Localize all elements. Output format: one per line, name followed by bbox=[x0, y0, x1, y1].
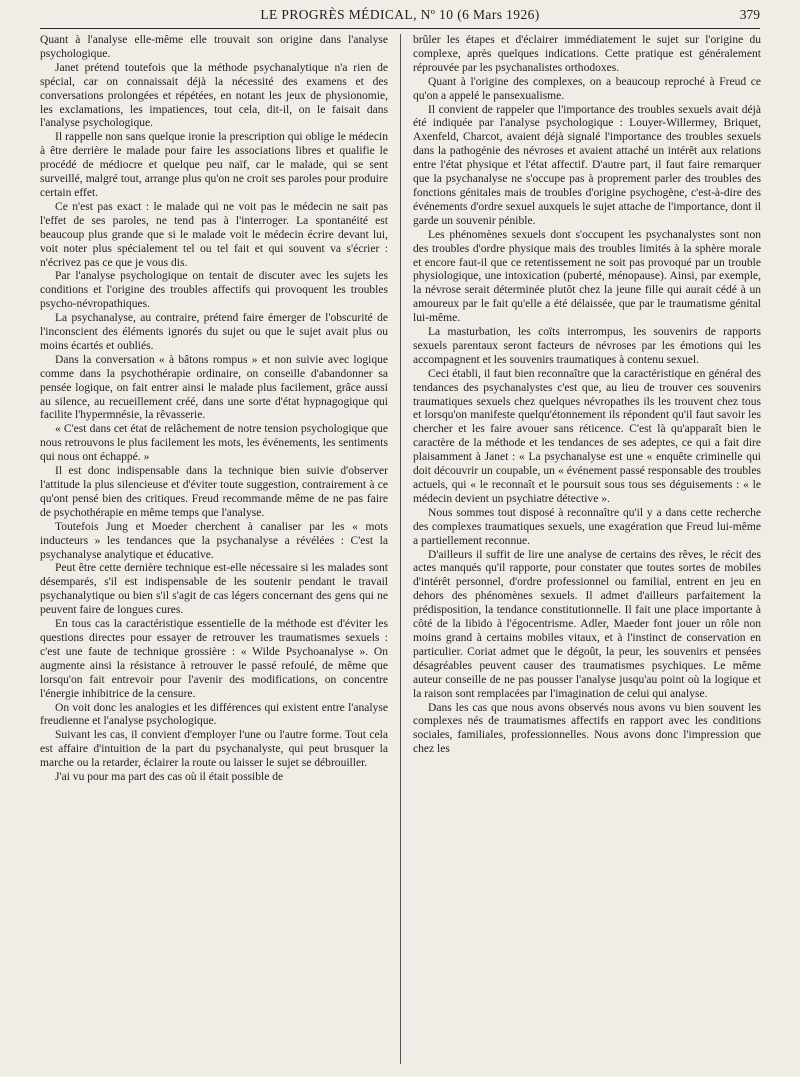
paragraph: Quant à l'origine des complexes, on a beaucoup reproché à Freud ce qu'on a appelé le pansexualisme. bbox=[413, 75, 761, 102]
column-divider bbox=[400, 34, 401, 1064]
paragraph: Par l'analyse psychologique on tentait de discuter avec les sujets les conditions et l'origine des troubles affectifs qui provoquent les troubles psycho-névropathiques. bbox=[40, 270, 388, 311]
running-header bbox=[40, 6, 760, 29]
paragraph: Il est donc indispensable dans la technique bien suivie d'observer l'attitude la plus silencieuse et d'éviter toute suggestion, contrairement à ce qu'ont pensé bien des critiques. Freud recommande même de ne pas faire de psychothérapie en même temps que l'analyse. bbox=[40, 465, 388, 519]
paragraph: Suivant les cas, il convient d'employer l'une ou l'autre forme. Tout cela est affaire d'intuition de la part du psychanalyste, qui peut brusquer la marche ou la retarder, éclairer la route ou laisser le sujet se débrouiller. bbox=[40, 729, 388, 770]
paragraph: Toutefois Jung et Moeder cherchent à canaliser par les « mots inducteurs » les tendances que la psychanalyse a révélées : C'est la psychanalyse analytique et éducative. bbox=[40, 520, 388, 561]
journal-title: LE PROGRÈS MÉDICAL, Nº 10 (6 Mars 1926) bbox=[260, 7, 540, 22]
paragraph: Quant à l'analyse elle-même elle trouvait son origine dans l'analyse psychologique. bbox=[40, 34, 388, 60]
paragraph: Dans la conversation « à bâtons rompus » et non suivie avec logique comme dans la psychothérapie ordinaire, on conseille d'abandonner sa pensée logique, on fait entrer ainsi le malade plus facilement, grâce aussi au silence, au recueillement créé, dans une sorte d'état hypnagogique qui facilite l'hypermnésie, la rêvasserie. bbox=[40, 353, 388, 422]
paragraph: Nous sommes tout disposé à reconnaître qu'il y a dans cette recherche des complexes traumatiques sexuels, une exagération que Freud lui-même a partiellement reconnue. bbox=[413, 506, 761, 547]
paragraph: « C'est dans cet état de relâchement de notre tension psychologique que nous retrouvons le plus facilement les mots, les événements, les sentiments qui nous ont échappé. » bbox=[40, 423, 388, 464]
paragraph: On voit donc les analogies et les différences qui existent entre l'analyse freudienne et l'analyse psychologique. bbox=[40, 701, 388, 728]
paragraph: Peut être cette dernière technique est-elle nécessaire si les malades sont désemparés, s'il est indispensable de les soutenir pendant le travail psychanalytique ou bien s'il s'agit de cas légers concernant des gens qui ne peuvent faire de longues cures. bbox=[40, 562, 388, 617]
paragraph: La masturbation, les coïts interrompus, les souvenirs de rapports sexuels parentaux seront facteurs de névroses par les émotions qui les accompagnent et les souvenirs traumatiques à contenu sexuel. bbox=[413, 326, 761, 366]
paragraph: Il convient de rappeler que l'importance des troubles sexuels avait déjà été indiquée par l'analyse psychologique : Louyer-Willermey, Briquet, Axenfeld, Charcot, avaient déjà signalé l'importance des troubles sexuels dans la pathogénie des névroses et avaient attaché un intérêt aux relations entre l'état physique et l'état affectif. D'autre part, il faut faire remarquer que la psychanalyse ne s'occupe pas à proprement parler des troubles des fonctions génitales mais de troubles d'origine psychogène, c'est-à-dire des événements d'ordre sexuel auxquels le sujet attache de l'importance, dont il garde un souvenir pénible. bbox=[413, 103, 761, 227]
paragraph: brûler les étapes et d'éclairer immédiatement le sujet sur l'origine du complexe, après quelques indications. Cette pratique est généralement réprouvée par les psychanalistes orthodoxes. bbox=[413, 34, 761, 74]
paragraph: J'ai vu pour ma part des cas où il était possible de bbox=[55, 771, 284, 784]
paragraph: Les phénomènes sexuels dont s'occupent les psychanalystes sont non des troubles d'ordre physique mais des troubles limités à la sphère morale et encore faut-il que ce retentissement ne soit pas provoqué par un trouble physiologique, une intoxication (puberté, ménopause). Ainsi, par exemple, la névrose serait déterminée plutôt chez la jeune fille qui aurait cédé à un amoureux par le fait qu'elle a été délaissée, que par le traumatisme génital lui-même. bbox=[413, 228, 761, 325]
left-column bbox=[40, 34, 388, 1064]
paragraph: Il rappelle non sans quelque ironie la prescription qui oblige le médecin à être derrière le malade pour faire les associations libres et qualifie le procédé de médiocre et quelque peu naïf, car le malade, qui se sent surveillé, malgré tout, arrange plus qu'on ne croit ses paroles pour produire certain effet. bbox=[40, 131, 388, 199]
paragraph: D'ailleurs il suffit de lire une analyse de certains des rêves, le récit des actes manqués qu'il rapporte, pour constater que toutes sortes de mobiles d'intérêt personnel, d'ordre professionnel ou familial, entrent en jeu en dehors des phénomènes sexuels. Il admet d'ailleurs parfaitement la prédisposition, la tendance constitutionnelle. Il fait une place importante à côté de la libido à l'égocentrisme. Adler, Maeder font jouer un rôle non moins grand à certains mobiles vitaux, et à l'instinct de conservation en particulier. Coriat admet que le dégoût, la peur, les souvenirs et pensées désagréables peuvent causer des traumatismes psychiques. Le même auteur conseille de ne pas pousser l'analyse jusqu'au point où la logique et la raison sont remplacées par l'imagination de celui qui analyse. bbox=[413, 548, 761, 700]
paragraph: La psychanalyse, au contraire, prétend faire émerger de l'obscurité de l'inconscient des éléments ignorés du sujet ou que le sujet avait plus ou moins écartés et oubliés. bbox=[40, 312, 388, 352]
paragraph: Ceci établi, il faut bien reconnaître que la caractéristique en général des tendances des psychanalystes c'est que, au lieu de trouver ces souvenirs traumatiques sexuels chez quelques névropathes ils les trouvent chez tous et lorsqu'on manifeste quelqu'étonnement ils répondent qu'il faut savoir les chercher et les faire avouer sans réticence. C'est là qu'apparaît bien le caractère de la méthode et les tendances de ses adeptes, ce qui a fait dire plaisamment à Janet : « La psychanalyse est une « enquête criminelle qui doit découvrir un coupable, un « événement passé responsable des troubles actuels, qui « le reconnaît et le poursuit sous tous ses déguisements : « le médecin devient un psychiatre détective ». bbox=[413, 367, 761, 505]
paragraph: En tous cas la caractéristique essentielle de la méthode est d'éviter les questions directes pour essayer de retrouver les traumatismes sexuels : c'est une faute de technique grossière : « Wilde Psychoanalyse ». On augmente ainsi la résistance à retrouver le passé refoulé, de même que lorsqu'on fait entrevoir pour l'avenir des modifications, on concentre l'énergie inhibitrice de la censure. bbox=[40, 618, 388, 700]
paragraph: Janet prétend toutefois que la méthode psychanalytique n'a rien de spécial, car on connaissait déjà la nécessité des examens et des conversations prolongées et répétées, en notant les jeux de physionomie, les exclamations, les impatiences, tout cela, dit-il, on le faisait dans l'analyse psychologique. bbox=[40, 61, 388, 130]
paragraph: Ce n'est pas exact : le malade qui ne voit pas le médecin ne sait pas l'effet de ses paroles, ne tend pas à l'interroger. La spontanéité est beaucoup plus grande que si le malade voit le médecin écrire devant lui, voit noter plus spécialement tel ou tel fait et qui souvent va s'écrier : n'écrivez pas ce que je vous dis. bbox=[40, 200, 388, 269]
right-column bbox=[413, 34, 761, 1064]
page-number: 379 bbox=[739, 7, 760, 22]
paragraph: Dans les cas que nous avons observés nous avons vu bien souvent les complexes nés de traumatismes affectifs en rapport avec les conditions sociales, familiales, professionnelles. Nous avons donc l'impression que chez les bbox=[413, 701, 761, 756]
